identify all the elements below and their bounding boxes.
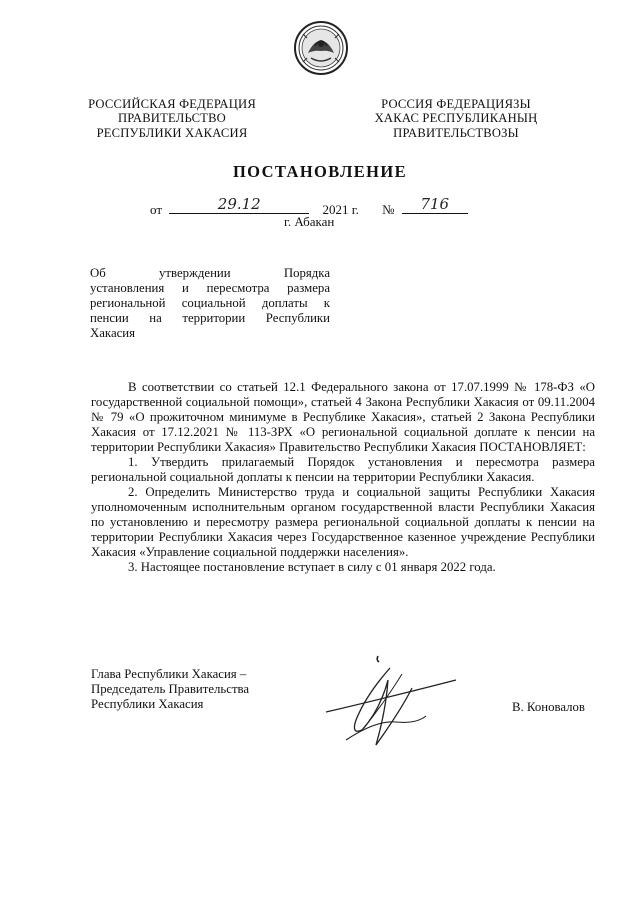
item-paragraph: 3. Настоящее постановление вступает в силу с 01 января 2022 года. (128, 560, 496, 574)
item-paragraph: 2. Определить Министерство труда и социальной защиты Республики Хакасия уполномоченным исполнительным органом государственной власти Республики Хакасия по установлению и пересмотру размера региональной социальной доплаты к пенсии на территории Республики Хакасия через Государственное казенное учреждение Республики Хакасия «Управление социальной поддержки населения». (91, 485, 595, 559)
number-label: № (382, 202, 395, 217)
header-left (74, 97, 270, 140)
header-left-line: РЕСПУБЛИКИ ХАКАСИЯ (96, 125, 248, 140)
signatory-name: В. Коновалов (512, 700, 585, 714)
item-paragraph: 1. Утвердить прилагаемый Порядок установления и пересмотра размера региональной социальной доплаты к пенсии на территории Республики Хакасия. (91, 455, 595, 484)
subject-line: пенсии на территории Республики (90, 311, 330, 325)
date-field (169, 195, 309, 214)
handwritten-signature (316, 650, 466, 760)
signatory-position-line: Глава Республики Хакасия – (91, 667, 247, 681)
subject-line: установления и пересмотра размера (90, 281, 330, 295)
number-field (402, 195, 468, 214)
city: г. Абакан (284, 214, 335, 229)
subject-line: Хакасия (90, 326, 136, 340)
header-left-line: РОССИЙСКАЯ ФЕДЕРАЦИЯ (88, 97, 256, 111)
document-title: ПОСТАНОВЛЕНИЕ (232, 162, 408, 181)
coat-of-arms-emblem (293, 20, 349, 76)
header-right (356, 97, 556, 140)
body-text (91, 380, 595, 575)
intro-paragraph: В соответствии со статьей 12.1 Федерального закона от 17.07.1999 № 178-ФЗ «О государственной социальной помощи», статьей 4 Закона Республики Хакасия от 09.11.2004 № 79 «О прожиточном минимуме в Республике Хакасия», статьей 2 Закона Республики Хакасия от 17.12.2021 № 113-ЗРХ «О региональной социальной доплате к пенсии на территории Республики Хакасия» Правительство Республики Хакасия ПОСТАНОВЛЯЕТ: (91, 380, 595, 454)
number-handwritten: 716 (420, 195, 450, 213)
subject-line: региональной социальной доплаты к (90, 296, 330, 310)
header-right-line: РОССИЯ ФЕДЕРАЦИЯЗЫ (381, 97, 531, 111)
signatory-position (91, 667, 249, 712)
subject-block (90, 266, 330, 341)
header-right-line: ПРАВИТЕЛЬСТВОЗЫ (393, 125, 519, 140)
header-right-line: ХАКАС РЕСПУБЛИКАНЫҢ (374, 111, 538, 126)
subject-line: Об утверждении Порядка (90, 266, 330, 280)
date-handwritten: 29.12 (217, 195, 261, 213)
date-prefix: от (150, 202, 163, 217)
signatory-position-line: Председатель Правительства (91, 682, 250, 696)
signatory-position-line: Республики Хакасия (91, 697, 204, 711)
date-year: 2021 г. (322, 202, 359, 217)
header-left-line: ПРАВИТЕЛЬСТВО (118, 111, 226, 126)
